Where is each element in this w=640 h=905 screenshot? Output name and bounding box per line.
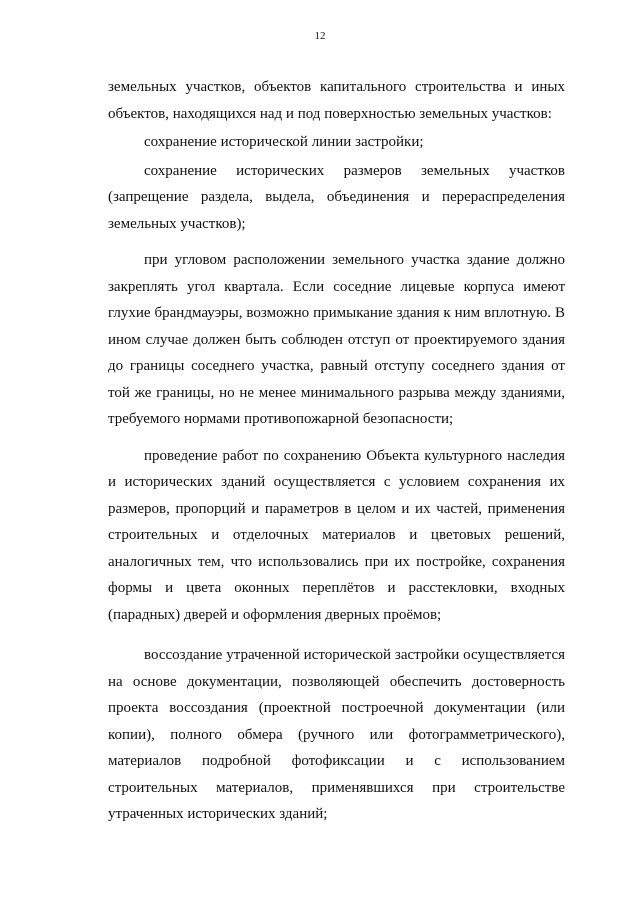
paragraph-historic-plot-sizes: сохранение исторических размеров земельных участков (запрещение раздела, выдела, объединения и перераспределения земельных участков); [108,162,565,232]
paragraph-continuation: земельных участков, объектов капитального строительства и иных объектов, находящихся над и под поверхностью земельных участков: [108,79,565,122]
paragraph-historic-building-line: сохранение исторической линии застройки; [144,134,424,150]
paragraph-corner-placement: при угловом расположении земельного участка здание должно закреплять угол квартала. Если соседние лицевые корпуса имеют глухие брандмауэры, возможно примыкание здания к ним вплотную. В ином случае должен быть соблюден отступ от проектируемого здания до границы соседнего участка, равный отступу соседнего здания от той же границы, но не менее минимального разрыва между зданиями, требуемого нормами противопожарной безопасности; [108,252,565,427]
page-number: 12 [314,30,326,42]
paragraph-reconstruction: воссоздание утраченной исторической застройки осуществляется на основе документации, позволяющей обеспечить достоверность проекта воссоздания (проектной построечной документации (или копии), полного обмера (ручного или фотограмметрического), материалов подробной фотофиксации и с использованием строительных материалов, применявшихся при строительстве утраченных исторических зданий; [108,647,565,822]
paragraph-heritage-works: проведение работ по сохранению Объекта культурного наследия и исторических зданий осуществляется с условием сохранения их размеров, пропорций и параметров в целом и их частей, применения строительных и отделочных материалов и цветовых решений, аналогичных тем, что использовались при их постройке, сохранения формы и цвета оконных переплётов и расстекловки, входных (парадных) дверей и оформления дверных проёмов; [108,447,565,623]
document-body [108,74,565,828]
